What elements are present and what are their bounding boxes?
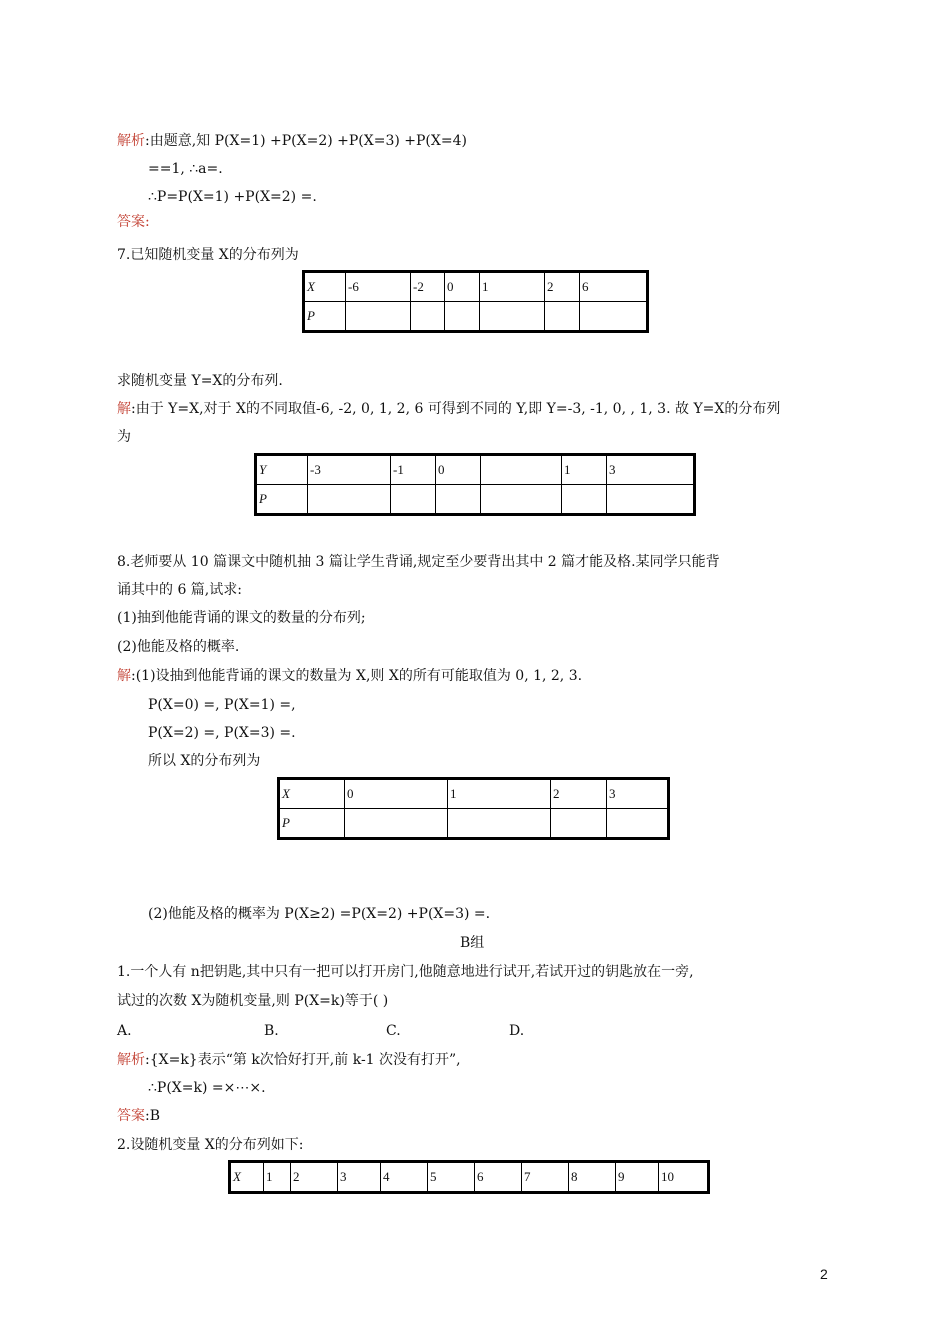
table-cell: 3 (607, 779, 669, 809)
x-distribution-table (277, 777, 670, 840)
y-distribution-table (254, 453, 696, 516)
solution-line: (2)他能及格的概率为 P(X≥2) =P(X=2) +P(X=3) =. (148, 906, 491, 922)
table-cell: 0 (445, 272, 480, 302)
solution-line: 为 (117, 429, 131, 445)
solution-label: 解 (117, 401, 131, 417)
table-cell: -2 (411, 272, 445, 302)
table-cell: 5 (428, 1162, 475, 1193)
table-row (279, 809, 669, 839)
table-cell: P (304, 302, 346, 332)
table-row (256, 485, 695, 515)
page-number: 2 (820, 1266, 828, 1282)
table-cell (445, 302, 480, 332)
table-cell: Y (256, 455, 308, 485)
table-cell (346, 302, 411, 332)
table-cell: 4 (381, 1162, 428, 1193)
analysis-label: 解析 (117, 133, 145, 149)
analysis-text: :由题意,知 P(X=1) +P(X=2) +P(X=3) +P(X=4) (145, 133, 467, 149)
solution-line: ∴P(X=k) =×⋯×. (148, 1080, 266, 1096)
table-cell: 8 (569, 1162, 616, 1193)
table-row (304, 302, 648, 332)
table-cell: -6 (346, 272, 411, 302)
table-cell: P (279, 809, 345, 839)
b-question-2-stem: 2.设随机变量 X的分布列如下: (117, 1137, 304, 1153)
table-row (304, 272, 648, 302)
table-row (279, 779, 669, 809)
table-cell (481, 455, 562, 485)
table-cell (411, 302, 445, 332)
solution-line: ==1, ∴a=. (148, 161, 223, 177)
table-cell (308, 485, 391, 515)
table-cell: 1 (562, 455, 607, 485)
table-cell: 0 (345, 779, 448, 809)
answer-text: :B (145, 1108, 161, 1124)
table-cell: 2 (291, 1162, 338, 1193)
table-cell: 1 (264, 1162, 291, 1193)
solution-line: 所以 X的分布列为 (148, 753, 261, 769)
b-question-1-stem: 1.一个人有 n把钥匙,其中只有一把可以打开房门,他随意地进行试开,若试开过的钥匙放在一旁, (117, 964, 694, 980)
solution-line: P(X=2) =, P(X=3) =. (148, 725, 296, 741)
answer-label: 答案 (117, 1108, 145, 1124)
table-cell (607, 809, 669, 839)
table-cell (545, 302, 580, 332)
table-cell: 1 (480, 272, 545, 302)
b-question-1-stem: 试过的次数 X为随机变量,则 P(X=k)等于( ) (117, 993, 389, 1009)
table-cell (391, 485, 436, 515)
table-cell: 9 (616, 1162, 659, 1193)
question-7-ask: 求随机变量 Y=X的分布列. (117, 373, 283, 389)
table-cell (345, 809, 448, 839)
b-question-1-solution (117, 1050, 461, 1070)
table-cell (580, 302, 648, 332)
table-cell: 3 (338, 1162, 381, 1193)
solution-line: ∴P=P(X=1) +P(X=2) =. (148, 189, 317, 205)
x-distribution-table (302, 270, 649, 333)
b-question-1-answer (117, 1106, 160, 1126)
table-cell (448, 809, 551, 839)
table-cell (480, 302, 545, 332)
option-b: B. (264, 1023, 279, 1039)
table-cell: P (256, 485, 308, 515)
table-cell: X (304, 272, 346, 302)
table-cell (607, 485, 695, 515)
table-cell: 6 (475, 1162, 522, 1193)
table-cell (481, 485, 562, 515)
option-d: D. (509, 1023, 525, 1039)
table-cell: -1 (391, 455, 436, 485)
option-a: A. (117, 1023, 132, 1039)
solution-text: :{X=k}表示“第 k次恰好打开,前 k-1 次没有打开”, (145, 1052, 461, 1068)
section-title: B组 (460, 935, 485, 951)
table-row (256, 455, 695, 485)
question-7-solution (117, 399, 780, 419)
solution-label: 解 (117, 668, 131, 684)
table-cell: 2 (551, 779, 607, 809)
table-cell: 10 (659, 1162, 709, 1193)
question-7-stem: 7.已知随机变量 X的分布列为 (117, 247, 299, 263)
table-cell: 7 (522, 1162, 569, 1193)
table-cell: -3 (308, 455, 391, 485)
solution-line (117, 131, 467, 151)
question-8-stem: 诵其中的 6 篇,试求: (117, 582, 242, 598)
table-cell: 1 (448, 779, 551, 809)
x-distribution-table (228, 1160, 710, 1194)
table-cell: 2 (545, 272, 580, 302)
question-8-part: (2)他能及格的概率. (117, 639, 240, 655)
table-cell: X (230, 1162, 264, 1193)
answer-label: 答案: (117, 214, 150, 230)
solution-text: :(1)设抽到他能背诵的课文的数量为 X,则 X的所有可能取值为 0, 1, 2, 3. (131, 668, 583, 684)
table-cell: 3 (607, 455, 695, 485)
question-8-solution (117, 666, 582, 686)
question-8-stem: 8.老师要从 10 篇课文中随机抽 3 篇让学生背诵,规定至少要背出其中 2 篇才能及格.某同学只能背 (117, 554, 720, 570)
solution-label: 解析 (117, 1052, 145, 1068)
table-row (230, 1162, 709, 1193)
table-cell (562, 485, 607, 515)
solution-text: :由于 Y=X,对于 X的不同取值-6, -2, 0, 1, 2, 6 可得到不同的 Y,即 Y=-3, -1, 0, , 1, 3. 故 Y=X的分布列 (131, 401, 781, 417)
question-8-part: (1)抽到他能背诵的课文的数量的分布列; (117, 610, 366, 626)
table-cell: 6 (580, 272, 648, 302)
table-cell (551, 809, 607, 839)
table-cell: X (279, 779, 345, 809)
table-cell (436, 485, 481, 515)
solution-line: P(X=0) =, P(X=1) =, (148, 697, 296, 713)
table-cell: 0 (436, 455, 481, 485)
option-c: C. (386, 1023, 401, 1039)
